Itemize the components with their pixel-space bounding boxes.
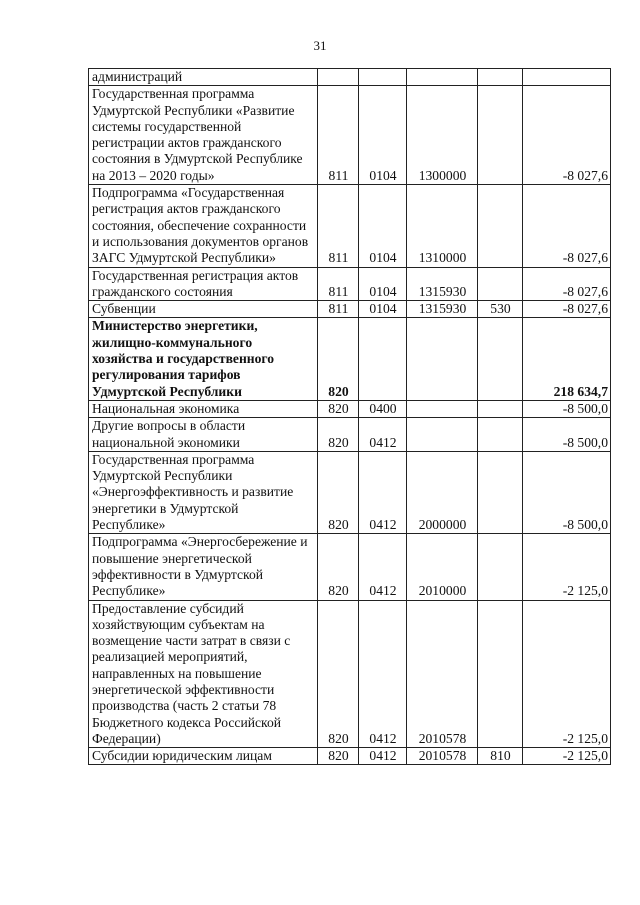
row-grbs: 820 <box>318 748 359 765</box>
row-grbs: 820 <box>318 418 359 452</box>
row-sum: -2 125,0 <box>523 600 611 748</box>
row-name: Субвенции <box>89 301 318 318</box>
row-sum: -2 125,0 <box>523 748 611 765</box>
row-vr <box>478 69 523 86</box>
row-csr: 2010578 <box>407 748 478 765</box>
row-grbs: 820 <box>318 534 359 600</box>
row-vr: 530 <box>478 301 523 318</box>
row-name: Подпрограмма «Энергосбережение и повышение энергетической эффективности в Удмуртской Республике» <box>89 534 318 600</box>
row-sum: -8 027,6 <box>523 267 611 301</box>
row-sum: 218 634,7 <box>523 318 611 400</box>
row-vr <box>478 400 523 417</box>
row-rzpr: 0412 <box>359 418 407 452</box>
table-row <box>89 600 611 748</box>
row-vr <box>478 318 523 400</box>
row-grbs: 820 <box>318 400 359 417</box>
row-vr <box>478 86 523 185</box>
row-rzpr: 0104 <box>359 301 407 318</box>
row-vr <box>478 185 523 267</box>
row-sum: -8 027,6 <box>523 86 611 185</box>
row-name: Субсидии юридическим лицам <box>89 748 318 765</box>
table-row <box>89 748 611 765</box>
row-csr <box>407 318 478 400</box>
row-sum <box>523 69 611 86</box>
row-name: Подпрограмма «Государственная регистрация актов гражданского состояния, обеспечение сохранности и использования документов органов ЗАГС Удмуртской Республики» <box>89 185 318 267</box>
row-csr: 1310000 <box>407 185 478 267</box>
row-vr <box>478 267 523 301</box>
page-number: 31 <box>313 38 327 53</box>
row-name: Национальная экономика <box>89 400 318 417</box>
table-row <box>89 451 611 533</box>
table-row <box>89 267 611 301</box>
table-row <box>89 418 611 452</box>
row-csr: 1315930 <box>407 301 478 318</box>
row-name: Другие вопросы в области национальной экономики <box>89 418 318 452</box>
row-name: Министерство энергетики, жилищно-коммунального хозяйства и государственного регулирования тарифов Удмуртской Республики <box>89 318 318 400</box>
row-grbs: 820 <box>318 318 359 400</box>
row-rzpr: 0412 <box>359 451 407 533</box>
row-sum: -8 027,6 <box>523 185 611 267</box>
row-sum: -8 027,6 <box>523 301 611 318</box>
row-csr <box>407 418 478 452</box>
row-sum: -8 500,0 <box>523 418 611 452</box>
row-csr <box>407 400 478 417</box>
budget-table <box>88 68 611 765</box>
row-rzpr: 0104 <box>359 185 407 267</box>
row-name: Государственная программа Удмуртской Республики «Энергоэффективность и развитие энергетики в Удмуртской Республике» <box>89 451 318 533</box>
row-grbs: 811 <box>318 185 359 267</box>
table-row <box>89 86 611 185</box>
row-grbs: 811 <box>318 267 359 301</box>
row-rzpr <box>359 318 407 400</box>
table-row <box>89 69 611 86</box>
table-row <box>89 318 611 400</box>
row-rzpr: 0412 <box>359 600 407 748</box>
row-name: Государственная программа Удмуртской Республики «Развитие системы государственной регистрации актов гражданского состояния в Удмуртской Республике на 2013 – 2020 годы» <box>89 86 318 185</box>
row-csr: 2000000 <box>407 451 478 533</box>
table-row <box>89 534 611 600</box>
row-sum: -8 500,0 <box>523 451 611 533</box>
table-row <box>89 400 611 417</box>
table-row <box>89 185 611 267</box>
row-sum: -8 500,0 <box>523 400 611 417</box>
row-grbs: 820 <box>318 600 359 748</box>
row-csr: 2010578 <box>407 600 478 748</box>
row-grbs <box>318 69 359 86</box>
row-rzpr <box>359 69 407 86</box>
row-vr <box>478 534 523 600</box>
row-name: Предоставление субсидий хозяйствующим субъектам на возмещение части затрат в связи с реализацией мероприятий, направленных на повышение энергетической эффективности производства (часть 2 статьи 78 Бюджетного кодекса Российской Федерации) <box>89 600 318 748</box>
row-vr <box>478 451 523 533</box>
row-csr <box>407 69 478 86</box>
row-rzpr: 0104 <box>359 267 407 301</box>
row-vr <box>478 418 523 452</box>
row-grbs: 820 <box>318 451 359 533</box>
row-name: администраций <box>89 69 318 86</box>
row-csr: 2010000 <box>407 534 478 600</box>
row-vr <box>478 600 523 748</box>
row-sum: -2 125,0 <box>523 534 611 600</box>
row-vr: 810 <box>478 748 523 765</box>
row-rzpr: 0412 <box>359 748 407 765</box>
row-csr: 1300000 <box>407 86 478 185</box>
row-grbs: 811 <box>318 301 359 318</box>
table-row <box>89 301 611 318</box>
row-rzpr: 0400 <box>359 400 407 417</box>
row-name: Государственная регистрация актов гражданского состояния <box>89 267 318 301</box>
row-rzpr: 0104 <box>359 86 407 185</box>
row-rzpr: 0412 <box>359 534 407 600</box>
row-grbs: 811 <box>318 86 359 185</box>
row-csr: 1315930 <box>407 267 478 301</box>
